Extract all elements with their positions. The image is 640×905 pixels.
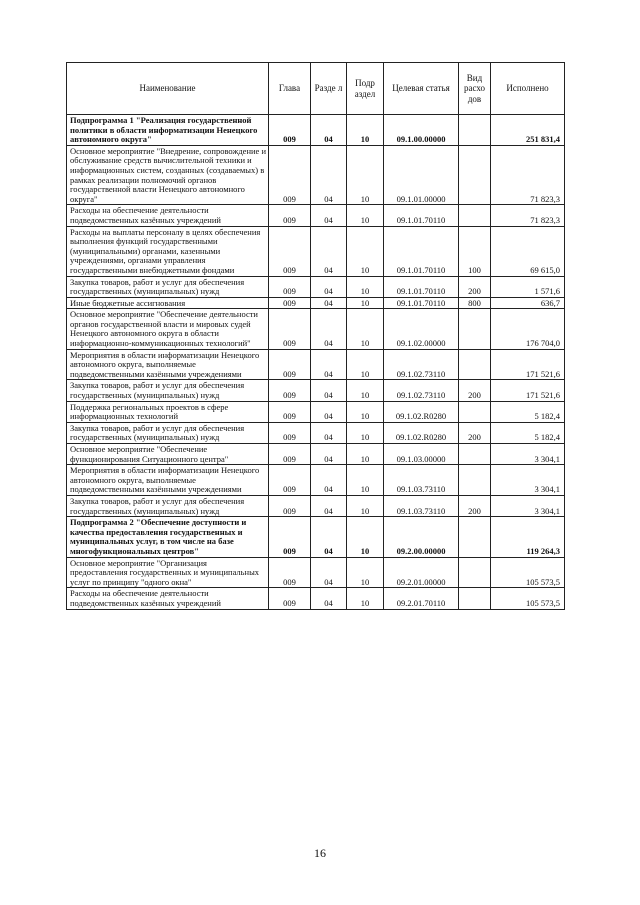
- table-row: [67, 276, 565, 297]
- cell-razdel: 04: [311, 349, 347, 380]
- header-razdel: Разде л: [311, 63, 347, 115]
- cell-razdel: 04: [311, 495, 347, 516]
- cell-podrazdel: 10: [347, 226, 384, 276]
- table-row: [67, 115, 565, 146]
- cell-celevaya: 09.2.01.70110: [384, 588, 459, 609]
- cell-podrazdel: 10: [347, 588, 384, 609]
- cell-podrazdel: 10: [347, 309, 384, 349]
- table-row: [67, 309, 565, 349]
- cell-razdel: 04: [311, 226, 347, 276]
- cell-ispolneno: 71 823,3: [491, 205, 565, 226]
- cell-vid: [459, 557, 491, 588]
- header-celevaya: Целевая статья: [384, 63, 459, 115]
- cell-podrazdel: 10: [347, 517, 384, 557]
- cell-vid: [459, 205, 491, 226]
- cell-ispolneno: 119 264,3: [491, 517, 565, 557]
- cell-ispolneno: 5 182,4: [491, 422, 565, 443]
- cell-name: Основное мероприятие "Организация предоставления государственных и муниципальных услуг по принципу "одного окна": [67, 557, 269, 588]
- cell-glava: 009: [269, 380, 311, 401]
- cell-ispolneno: 251 831,4: [491, 115, 565, 146]
- cell-vid: 800: [459, 297, 491, 309]
- cell-vid: 100: [459, 226, 491, 276]
- cell-razdel: 04: [311, 517, 347, 557]
- cell-vid: [459, 145, 491, 205]
- header-vid: Вид расхо дов: [459, 63, 491, 115]
- cell-celevaya: 09.1.02.R0280: [384, 422, 459, 443]
- cell-name: Иные бюджетные ассигнования: [67, 297, 269, 309]
- cell-ispolneno: 5 182,4: [491, 401, 565, 422]
- cell-razdel: 04: [311, 297, 347, 309]
- cell-name: Основное мероприятие "Внедрение, сопровождение и обслуживание средств вычислительной техники и информационных систем, созданных (создаваемых) в рамках реализации полномочий органов государственной власти Ненецкого автономного округа": [67, 145, 269, 205]
- page-number: 16: [314, 846, 326, 860]
- cell-name: Подпрограмма 2 "Обеспечение доступности и качества предоставления государственных и муниципальных услуг, в том числе на базе многофункциональных центров": [67, 517, 269, 557]
- table-row: [67, 517, 565, 557]
- cell-glava: 009: [269, 557, 311, 588]
- cell-glava: 009: [269, 349, 311, 380]
- cell-glava: 009: [269, 401, 311, 422]
- cell-podrazdel: 10: [347, 297, 384, 309]
- header-podrazdel: Подр аздел: [347, 63, 384, 115]
- cell-vid: 200: [459, 422, 491, 443]
- cell-glava: 009: [269, 444, 311, 465]
- cell-razdel: 04: [311, 115, 347, 146]
- cell-vid: [459, 588, 491, 609]
- cell-glava: 009: [269, 205, 311, 226]
- cell-celevaya: 09.2.01.00000: [384, 557, 459, 588]
- cell-vid: [459, 444, 491, 465]
- cell-celevaya: 09.1.02.73110: [384, 349, 459, 380]
- cell-razdel: 04: [311, 588, 347, 609]
- table-row: [67, 380, 565, 401]
- cell-ispolneno: 636,7: [491, 297, 565, 309]
- cell-ispolneno: 3 304,1: [491, 444, 565, 465]
- cell-celevaya: 09.1.03.73110: [384, 465, 459, 496]
- cell-ispolneno: 171 521,6: [491, 349, 565, 380]
- budget-table: [66, 62, 565, 610]
- table-row: [67, 145, 565, 205]
- table-row: [67, 226, 565, 276]
- cell-podrazdel: 10: [347, 495, 384, 516]
- cell-vid: [459, 115, 491, 146]
- table-row: [67, 465, 565, 496]
- cell-celevaya: 09.1.03.00000: [384, 444, 459, 465]
- cell-name: Поддержка региональных проектов в сфере информационных технологий: [67, 401, 269, 422]
- cell-name: Подпрограмма 1 "Реализация государственной политики в области информатизации Ненецкого автономного округа": [67, 115, 269, 146]
- cell-celevaya: 09.1.00.00000: [384, 115, 459, 146]
- cell-celevaya: 09.1.01.70110: [384, 276, 459, 297]
- cell-celevaya: 09.1.01.70110: [384, 226, 459, 276]
- header-ispolneno: Исполнено: [491, 63, 565, 115]
- cell-glava: 009: [269, 145, 311, 205]
- cell-glava: 009: [269, 309, 311, 349]
- cell-celevaya: 09.1.02.00000: [384, 309, 459, 349]
- cell-vid: [459, 349, 491, 380]
- cell-vid: [459, 517, 491, 557]
- table-row: [67, 444, 565, 465]
- table-row: [67, 205, 565, 226]
- cell-celevaya: 09.1.01.70110: [384, 205, 459, 226]
- cell-celevaya: 09.1.01.00000: [384, 145, 459, 205]
- cell-podrazdel: 10: [347, 444, 384, 465]
- cell-podrazdel: 10: [347, 115, 384, 146]
- table-row: [67, 495, 565, 516]
- cell-ispolneno: 69 615,0: [491, 226, 565, 276]
- cell-glava: 009: [269, 465, 311, 496]
- cell-ispolneno: 1 571,6: [491, 276, 565, 297]
- cell-vid: [459, 465, 491, 496]
- cell-name: Основное мероприятие "Обеспечение функционирования Ситуационного центра": [67, 444, 269, 465]
- cell-name: Мероприятия в области информатизации Ненецкого автономного округа, выполняемые подведомственными казёнными учреждениями: [67, 465, 269, 496]
- header-row: [67, 63, 565, 115]
- cell-podrazdel: 10: [347, 401, 384, 422]
- cell-ispolneno: 171 521,6: [491, 380, 565, 401]
- cell-celevaya: 09.2.00.00000: [384, 517, 459, 557]
- cell-celevaya: 09.1.03.73110: [384, 495, 459, 516]
- cell-glava: 009: [269, 115, 311, 146]
- cell-vid: 200: [459, 380, 491, 401]
- cell-glava: 009: [269, 588, 311, 609]
- cell-podrazdel: 10: [347, 349, 384, 380]
- cell-glava: 009: [269, 226, 311, 276]
- cell-razdel: 04: [311, 444, 347, 465]
- cell-celevaya: 09.1.02.73110: [384, 380, 459, 401]
- header-name: Наименование: [67, 63, 269, 115]
- cell-name: Закупка товаров, работ и услуг для обеспечения государственных (муниципальных) нужд: [67, 276, 269, 297]
- cell-name: Основное мероприятие "Обеспечение деятельности органов государственной власти и мировых судей Ненецкого автономного округа в области информационно-коммуникационных технологий": [67, 309, 269, 349]
- header-glava: Глава: [269, 63, 311, 115]
- cell-podrazdel: 10: [347, 380, 384, 401]
- cell-name: Закупка товаров, работ и услуг для обеспечения государственных (муниципальных) нужд: [67, 422, 269, 443]
- cell-ispolneno: 176 704,0: [491, 309, 565, 349]
- cell-podrazdel: 10: [347, 145, 384, 205]
- cell-vid: 200: [459, 276, 491, 297]
- cell-glava: 009: [269, 517, 311, 557]
- cell-razdel: 04: [311, 276, 347, 297]
- cell-glava: 009: [269, 495, 311, 516]
- cell-vid: 200: [459, 495, 491, 516]
- cell-razdel: 04: [311, 309, 347, 349]
- table-row: [67, 349, 565, 380]
- cell-razdel: 04: [311, 422, 347, 443]
- table-row: [67, 588, 565, 609]
- cell-celevaya: 09.1.01.70110: [384, 297, 459, 309]
- cell-podrazdel: 10: [347, 557, 384, 588]
- table-row: [67, 297, 565, 309]
- cell-ispolneno: 3 304,1: [491, 465, 565, 496]
- cell-celevaya: 09.1.02.R0280: [384, 401, 459, 422]
- cell-razdel: 04: [311, 380, 347, 401]
- cell-razdel: 04: [311, 205, 347, 226]
- cell-ispolneno: 105 573,5: [491, 588, 565, 609]
- cell-podrazdel: 10: [347, 465, 384, 496]
- cell-glava: 009: [269, 297, 311, 309]
- cell-razdel: 04: [311, 557, 347, 588]
- cell-name: Закупка товаров, работ и услуг для обеспечения государственных (муниципальных) нужд: [67, 495, 269, 516]
- cell-glava: 009: [269, 422, 311, 443]
- cell-name: Расходы на обеспечение деятельности подведомственных казённых учреждений: [67, 205, 269, 226]
- table-row: [67, 557, 565, 588]
- cell-vid: [459, 401, 491, 422]
- cell-vid: [459, 309, 491, 349]
- cell-razdel: 04: [311, 401, 347, 422]
- cell-name: Закупка товаров, работ и услуг для обеспечения государственных (муниципальных) нужд: [67, 380, 269, 401]
- cell-razdel: 04: [311, 465, 347, 496]
- cell-podrazdel: 10: [347, 422, 384, 443]
- cell-ispolneno: 71 823,3: [491, 145, 565, 205]
- cell-ispolneno: 3 304,1: [491, 495, 565, 516]
- cell-name: Расходы на обеспечение деятельности подведомственных казённых учреждений: [67, 588, 269, 609]
- cell-podrazdel: 10: [347, 205, 384, 226]
- cell-ispolneno: 105 573,5: [491, 557, 565, 588]
- table-row: [67, 401, 565, 422]
- cell-podrazdel: 10: [347, 276, 384, 297]
- table-row: [67, 422, 565, 443]
- cell-name: Мероприятия в области информатизации Ненецкого автономного округа, выполняемые подведомственными казёнными учреждениями: [67, 349, 269, 380]
- cell-razdel: 04: [311, 145, 347, 205]
- cell-name: Расходы на выплаты персоналу в целях обеспечения выполнения функций государственными (муниципальными) органами, казенными учреждениями, органами управления государственными внебюджетными фондами: [67, 226, 269, 276]
- cell-glava: 009: [269, 276, 311, 297]
